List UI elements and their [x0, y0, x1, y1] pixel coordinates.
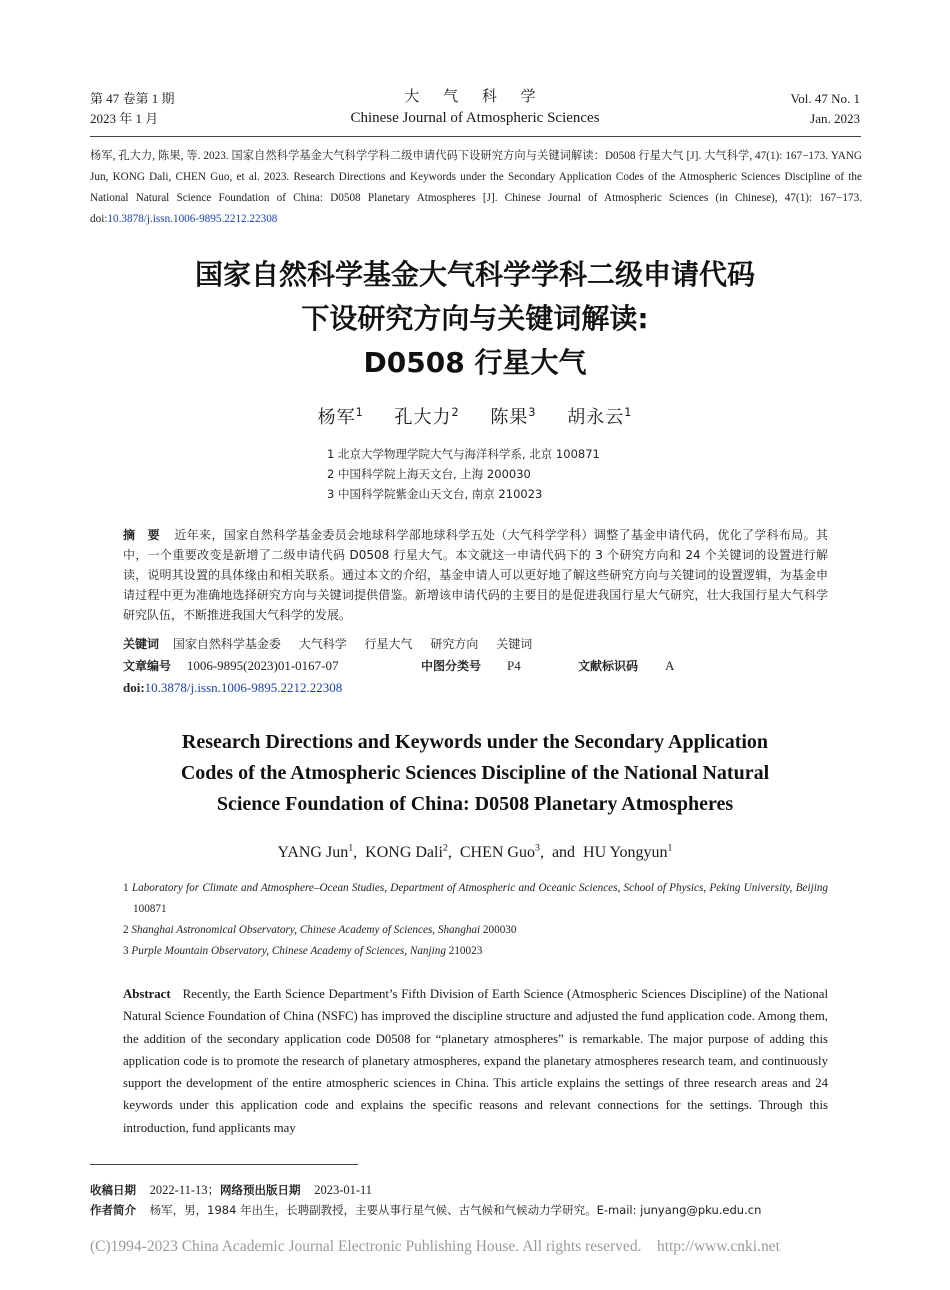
- header-issue-cn: 第 47 卷第 1 期: [90, 91, 175, 106]
- abstract-cn-label: 摘 要: [123, 528, 161, 542]
- cnki-watermark: (C)1994-2023 China Academic Journal Electronic Publishing House. All rights reserved. http://www.cnki.net: [90, 1238, 780, 1255]
- keyword: 大气科学: [298, 637, 347, 651]
- clc-label: 中图分类号: [421, 659, 482, 673]
- author-cn: 胡永云$^1$: [567, 406, 633, 428]
- header-issue-en: Vol. 47 No. 1: [790, 91, 860, 106]
- keyword: 国家自然科学基金委: [172, 637, 281, 651]
- author-en: KONG Dali$^2$,: [365, 842, 460, 861]
- header-date-cn: 2023 年 1 月: [90, 111, 159, 126]
- title-en-line3: Science Foundation of China: D0508 Planetary Atmospheres: [216, 793, 734, 815]
- doi-line: [123, 678, 828, 698]
- header-rule: [90, 136, 861, 137]
- footnote-rule: [90, 1164, 358, 1165]
- citation-text: 杨军, 孔大力, 陈果, 等. 2023. 国家自然科学基金大气科学学科二级申请代码下设研究方向与关键词解读：D0508 行星大气 [J]. 大气科学, 47(1): 167−173. YANG Jun, KONG Dali, CHEN Guo, et al. 2023. Research Directions and Keywords under the Secondary Application Codes of the Atmospheric Sciences Discipline of the National Natural Science Foundation of China: D0508 Planetary Atmospheres [J]. Chinese Journal of Atmospheric Sciences (in Chinese), 47(1): 167−173. doi:: [90, 150, 862, 225]
- title-cn-line3: D0508 行星大气: [363, 346, 587, 379]
- bio-label: 作者简介: [90, 1203, 136, 1217]
- keyword: 研究方向: [430, 637, 479, 651]
- abstract-en-label: Abstract: [123, 987, 171, 1001]
- abstract-en: [123, 983, 828, 1139]
- title-en-line1: Research Directions and Keywords under the Secondary Application: [181, 731, 769, 753]
- header-date-en: Jan. 2023: [810, 111, 860, 126]
- affiliations-cn: [327, 444, 600, 504]
- bio-text: 杨军，男，1984 年出生，长聘副教授，主要从事行星气候、古气候和气候动力学研究。E-mail: junyang@pku.edu.cn: [149, 1203, 762, 1217]
- affiliation-cn-2: 2 中国科学院上海天文台, 上海 200030: [327, 467, 531, 481]
- keyword: 行星大气: [364, 637, 413, 651]
- abstract-en-text: Recently, the Earth Science Department’s Fifth Division of Earth Science (Atmospheric Sciences Discipline) of the National Natural Science Foundation of China (NSFC) has improved the discipline structure and adjusted the fund application code. Among them, the addition of the secondary application code D0508 for “planetary atmospheres” is remarkable. The major purpose of adding this application code is to promote the research of planetary atmospheres, expand the planetary atmospheres research team, and continuously support the development of the entire atmospheric sciences in China. This article explains the settings of three research areas and 24 keywords under this application code and explains the specific reasons and relevant connections for the settings. Through this introduction, fund applicants may: [123, 987, 828, 1135]
- article-meta: [123, 656, 828, 676]
- abstract-cn: [123, 525, 828, 625]
- online-value: 2023-01-11: [314, 1183, 373, 1197]
- header-volume-en: [791, 89, 860, 129]
- author-cn: 孔大力$^2$: [394, 406, 460, 428]
- affiliations-en: [123, 878, 828, 962]
- keywords-cn-label: 关键词: [123, 637, 160, 651]
- online-label: 网络预出版日期: [220, 1183, 301, 1197]
- author-en: YANG Jun$^1$,: [277, 842, 366, 861]
- received-dates: [90, 1180, 862, 1200]
- author-en: CHEN Guo$^3$, and: [459, 842, 584, 861]
- article-id-label: 文章编号: [123, 659, 172, 673]
- affiliation-cn-1: 1 北京大学物理学院大气与海洋科学系, 北京 100871: [327, 447, 600, 461]
- citation-doi-link[interactable]: 10.3878/j.issn.1006-9895.2212.22308: [107, 213, 278, 225]
- authors-en: [0, 841, 950, 865]
- affiliation-en-1: 1 Laboratory for Climate and Atmosphere–Ocean Studies, Department of Atmospheric and Oceanic Sciences, School of Physics, Peking University, Beijing 100871: [123, 882, 829, 915]
- abstract-cn-text: 近年来，国家自然科学基金委员会地球科学部地球科学五处（大气科学学科）调整了基金申请代码，优化了学科布局。其中，一个重要改变是新增了二级申请代码 D0508 行星大气。本文就这一申请代码下的 3 个研究方向和 24 个关键词的设置进行解读，说明其设置的具体缘由和相关联系。通过本文的介绍，基金申请人可以更好地了解这些研究方向与关键词的设置逻辑，为基金申请过程中更为准确地选择研究方向与关键词提供借鉴。新增该申请代码的主要目的是促进我国行星大气研究，壮大我国行星大气科学研究队伍，不断推进我国大气科学的发展。: [123, 528, 828, 622]
- title-cn: [0, 253, 950, 385]
- citation-block: [90, 146, 862, 230]
- affiliation-en-2: 2 Shanghai Astronomical Observatory, Chinese Academy of Sciences, Shanghai 200030: [123, 924, 517, 936]
- keyword: 关键词: [496, 637, 533, 651]
- authors-cn: [0, 404, 950, 432]
- title-en: [0, 727, 950, 820]
- journal-name-en: Chinese Journal of Atmospheric Sciences: [350, 110, 600, 126]
- author-bio: [90, 1200, 862, 1220]
- journal-name-cn: 大 气 科 学: [404, 89, 546, 105]
- doc-code-value: A: [665, 658, 675, 673]
- received-value: 2022-11-13；: [149, 1183, 221, 1197]
- keywords-cn: [123, 634, 828, 654]
- clc-value: P4: [507, 658, 521, 673]
- author-cn: 杨军$^1$: [317, 406, 364, 428]
- affiliation-en-3: 3 Purple Mountain Observatory, Chinese Academy of Sciences, Nanjing 210023: [123, 945, 483, 957]
- doi-label: doi:: [123, 680, 145, 695]
- author-en: HU Yongyun$^1$: [583, 842, 673, 861]
- affiliation-cn-3: 3 中国科学院紫金山天文台, 南京 210023: [327, 487, 543, 501]
- doi-link[interactable]: 10.3878/j.issn.1006-9895.2212.22308: [144, 680, 343, 695]
- article-id-value: 1006-9895(2023)01-0167-07: [186, 658, 339, 673]
- received-label: 收稿日期: [90, 1183, 136, 1197]
- title-en-line2: Codes of the Atmospheric Sciences Discipline of the National Natural: [180, 762, 770, 784]
- title-cn-line2: 下设研究方向与关键词解读:: [301, 302, 649, 335]
- author-cn: 陈果$^3$: [490, 406, 537, 428]
- title-cn-line1: 国家自然科学基金大气科学学科二级申请代码: [194, 258, 755, 291]
- doc-code-label: 文献标识码: [578, 659, 639, 673]
